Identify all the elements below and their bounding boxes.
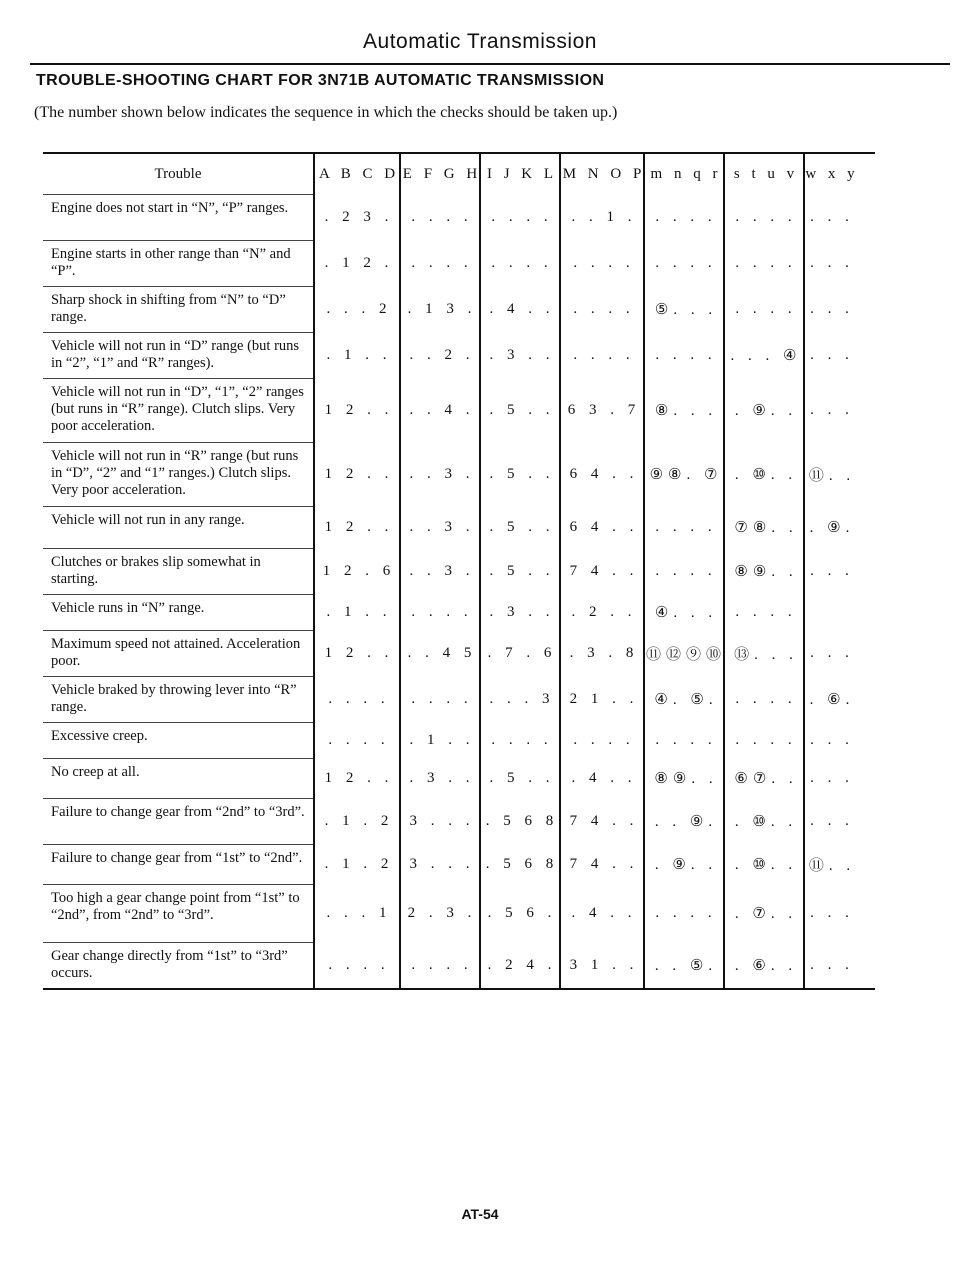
column-group-header: I J K L bbox=[479, 154, 559, 194]
check-sequence-cell: . . . bbox=[803, 798, 855, 844]
check-sequence-cell: . . . . bbox=[479, 194, 559, 240]
check-sequence-cell: . 3 . . bbox=[479, 332, 559, 378]
table-row bbox=[43, 884, 875, 942]
check-sequence-cell: . 5 . . bbox=[479, 442, 559, 506]
check-sequence-cell: . . . . bbox=[559, 240, 643, 286]
table-row bbox=[43, 240, 875, 286]
check-sequence-cell: . 5 . . bbox=[479, 758, 559, 798]
trouble-column-header: Trouble bbox=[154, 166, 202, 182]
check-sequence-cell: ⑥⑦. . bbox=[723, 758, 803, 798]
check-sequence-cell: . . . . bbox=[399, 240, 479, 286]
trouble-description: Gear change directly from “1st” to “3rd” occurs. bbox=[51, 948, 288, 981]
check-sequence-cell: . 2 4 . bbox=[479, 942, 559, 988]
table-row bbox=[43, 630, 875, 676]
check-sequence-cell: . . . . bbox=[643, 332, 723, 378]
trouble-description: Too high a gear change point from “1st” to “2nd”, from “2nd” to “3rd”. bbox=[51, 890, 300, 923]
table-row bbox=[43, 194, 875, 240]
trouble-description: Maximum speed not attained. Acceleration poor. bbox=[51, 636, 301, 669]
check-sequence-cell: . 5 6 8 bbox=[479, 798, 559, 844]
check-sequence-cell: . . . bbox=[803, 378, 855, 442]
trouble-description: Engine starts in other range than “N” and “P”. bbox=[51, 246, 291, 279]
check-sequence-cell: . . . bbox=[803, 332, 855, 378]
column-group-header: m n q r bbox=[643, 154, 723, 194]
check-sequence-cell: . 1 2 . bbox=[313, 240, 399, 286]
page-number: AT-54 bbox=[461, 1206, 499, 1222]
table-row bbox=[43, 758, 875, 798]
check-sequence-cell: . . . . bbox=[643, 548, 723, 594]
check-sequence-cell: ⑧. . . bbox=[643, 378, 723, 442]
check-sequence-cell: . . . . bbox=[559, 722, 643, 758]
check-sequence-cell: . . . . bbox=[559, 332, 643, 378]
trouble-description: Vehicle will not run in “D”, “1”, “2” ranges (but runs in “R” range). Clutch slips. Very poor acceleration. bbox=[51, 384, 304, 434]
check-sequence-cell: . . 3 . bbox=[399, 506, 479, 548]
trouble-shooting-table bbox=[43, 152, 875, 990]
table-header-row bbox=[43, 154, 875, 194]
table-row bbox=[43, 442, 875, 506]
check-sequence-cell: . . . . bbox=[399, 676, 479, 722]
check-sequence-cell: . . 3 . bbox=[399, 548, 479, 594]
check-sequence-cell: . . . bbox=[803, 630, 855, 676]
table-row bbox=[43, 844, 875, 884]
check-sequence-cell: . 5 6 8 bbox=[479, 844, 559, 884]
check-sequence-cell: . . . . bbox=[643, 194, 723, 240]
check-sequence-cell: . . . . bbox=[479, 240, 559, 286]
chart-note: (The number shown below indicates the sequence in which the checks should be taken up.) bbox=[34, 104, 618, 121]
table-row bbox=[43, 506, 875, 548]
check-sequence-cell: . . . . bbox=[559, 286, 643, 332]
check-sequence-cell: . . . bbox=[803, 884, 855, 942]
check-sequence-cell: . 5 . . bbox=[479, 548, 559, 594]
check-sequence-cell: . ⑦. . bbox=[723, 884, 803, 942]
check-sequence-cell: . 1 . . bbox=[313, 594, 399, 630]
check-sequence-cell: . . ⑤. bbox=[643, 942, 723, 988]
check-sequence-cell: . 1 3 . bbox=[399, 286, 479, 332]
check-sequence-cell: 1 2 . . bbox=[313, 506, 399, 548]
check-sequence-cell: . 3 . 8 bbox=[559, 630, 643, 676]
table-row bbox=[43, 594, 875, 630]
check-sequence-cell: . . . . bbox=[313, 722, 399, 758]
check-sequence-cell: . . . . bbox=[313, 676, 399, 722]
check-sequence-cell: . . . bbox=[803, 286, 855, 332]
check-sequence-cell: . . . . bbox=[723, 722, 803, 758]
check-sequence-cell: . . . bbox=[803, 240, 855, 286]
check-sequence-cell: . 1 . . bbox=[399, 722, 479, 758]
chart-title: TROUBLE-SHOOTING CHART FOR 3N71B AUTOMATIC TRANSMISSION bbox=[36, 72, 605, 89]
check-sequence-cell: 1 2 . . bbox=[313, 630, 399, 676]
trouble-description: Failure to change gear from “2nd” to “3rd”. bbox=[51, 804, 305, 820]
check-sequence-cell: ⑧⑨. . bbox=[643, 758, 723, 798]
check-sequence-cell bbox=[803, 594, 855, 630]
check-sequence-cell: . . . ④ bbox=[723, 332, 803, 378]
check-sequence-cell: . 5 6 . bbox=[479, 884, 559, 942]
check-sequence-cell: . . . bbox=[803, 194, 855, 240]
check-sequence-cell: . 5 . . bbox=[479, 506, 559, 548]
check-sequence-cell: . 2 3 . bbox=[313, 194, 399, 240]
check-sequence-cell: ⑬. . . bbox=[723, 630, 803, 676]
check-sequence-cell: . 4 . . bbox=[559, 758, 643, 798]
check-sequence-cell: ④. ⑤. bbox=[643, 676, 723, 722]
check-sequence-cell: . . . . bbox=[723, 676, 803, 722]
check-sequence-cell: . . . . bbox=[399, 942, 479, 988]
table-row bbox=[43, 722, 875, 758]
check-sequence-cell: 3 . . . bbox=[399, 844, 479, 884]
table-row bbox=[43, 286, 875, 332]
check-sequence-cell: . . . . bbox=[643, 240, 723, 286]
check-sequence-cell: . ⑨. . bbox=[643, 844, 723, 884]
check-sequence-cell: . . . 2 bbox=[313, 286, 399, 332]
check-sequence-cell: . 5 . . bbox=[479, 378, 559, 442]
column-group-header: M N O P bbox=[559, 154, 643, 194]
check-sequence-cell: . . 1 . bbox=[559, 194, 643, 240]
check-sequence-cell: 1 2 . . bbox=[313, 442, 399, 506]
column-group-header: w x y bbox=[803, 154, 855, 194]
check-sequence-cell: . . . . bbox=[723, 194, 803, 240]
page-header: Automatic Transmission bbox=[363, 30, 597, 53]
check-sequence-cell: . ⑥. bbox=[803, 676, 855, 722]
check-sequence-cell: . 1 . 2 bbox=[313, 844, 399, 884]
check-sequence-cell: . . . . bbox=[313, 942, 399, 988]
check-sequence-cell: . . 4 . bbox=[399, 378, 479, 442]
check-sequence-cell: . . . bbox=[803, 722, 855, 758]
column-group-header: A B C D bbox=[313, 154, 399, 194]
check-sequence-cell: 1 2 . 6 bbox=[313, 548, 399, 594]
check-sequence-cell: . . . 3 bbox=[479, 676, 559, 722]
check-sequence-cell: . ⑩. . bbox=[723, 844, 803, 884]
check-sequence-cell: . . . 1 bbox=[313, 884, 399, 942]
trouble-description: Failure to change gear from “1st” to “2nd”. bbox=[51, 850, 303, 866]
check-sequence-cell: . . . . bbox=[643, 722, 723, 758]
table-row bbox=[43, 378, 875, 442]
check-sequence-cell: . . 2 . bbox=[399, 332, 479, 378]
check-sequence-cell: . ⑩. . bbox=[723, 798, 803, 844]
column-group-header: E F G H bbox=[399, 154, 479, 194]
check-sequence-cell: 7 4 . . bbox=[559, 798, 643, 844]
trouble-description: Vehicle will not run in any range. bbox=[51, 512, 245, 528]
column-group-header: s t u v bbox=[723, 154, 803, 194]
table-row bbox=[43, 942, 875, 988]
table-body bbox=[43, 194, 875, 988]
table-row bbox=[43, 798, 875, 844]
header-rule bbox=[30, 63, 950, 65]
check-sequence-cell: . . . . bbox=[723, 594, 803, 630]
check-sequence-cell: . ⑨. bbox=[803, 506, 855, 548]
table-row bbox=[43, 548, 875, 594]
check-sequence-cell: 7 4 . . bbox=[559, 844, 643, 884]
check-sequence-cell: . . . . bbox=[399, 194, 479, 240]
trouble-description: Engine does not start in “N”, “P” ranges. bbox=[51, 200, 289, 216]
check-sequence-cell: . 2 . . bbox=[559, 594, 643, 630]
check-sequence-cell: 2 1 . . bbox=[559, 676, 643, 722]
check-sequence-cell: 3 1 . . bbox=[559, 942, 643, 988]
check-sequence-cell: . 7 . 6 bbox=[479, 630, 559, 676]
check-sequence-cell: . . ⑨. bbox=[643, 798, 723, 844]
check-sequence-cell: ④. . . bbox=[643, 594, 723, 630]
check-sequence-cell: ⑤. . . bbox=[643, 286, 723, 332]
check-sequence-cell: 6 4 . . bbox=[559, 442, 643, 506]
trouble-description: Clutches or brakes slip somewhat in starting. bbox=[51, 554, 261, 587]
check-sequence-cell: . . 4 5 bbox=[399, 630, 479, 676]
trouble-description: Vehicle will not run in “D” range (but runs in “2”, “1” and “R” ranges). bbox=[51, 338, 300, 371]
check-sequence-cell: . ⑩. . bbox=[723, 442, 803, 506]
trouble-description: Vehicle runs in “N” range. bbox=[51, 600, 205, 616]
table-row bbox=[43, 676, 875, 722]
check-sequence-cell: 7 4 . . bbox=[559, 548, 643, 594]
check-sequence-cell: ⑪. . bbox=[803, 442, 855, 506]
check-sequence-cell: . . . bbox=[803, 548, 855, 594]
trouble-description: Excessive creep. bbox=[51, 728, 148, 744]
check-sequence-cell: . 1 . 2 bbox=[313, 798, 399, 844]
check-sequence-cell: 1 2 . . bbox=[313, 378, 399, 442]
check-sequence-cell: ⑪. . bbox=[803, 844, 855, 884]
check-sequence-cell: . . . . bbox=[643, 506, 723, 548]
check-sequence-cell: ⑪⑫⑨⑩ bbox=[643, 630, 723, 676]
check-sequence-cell: ⑨⑧. ⑦ bbox=[643, 442, 723, 506]
trouble-description: Vehicle will not run in “R” range (but runs in “D”, “2” and “1” ranges.) Clutch slips. Very poor acceleration. bbox=[51, 448, 299, 498]
check-sequence-cell: 1 2 . . bbox=[313, 758, 399, 798]
check-sequence-cell: . . . . bbox=[479, 722, 559, 758]
trouble-description: No creep at all. bbox=[51, 764, 140, 780]
check-sequence-cell: 2 . 3 . bbox=[399, 884, 479, 942]
table-row bbox=[43, 332, 875, 378]
check-sequence-cell: . . . . bbox=[643, 884, 723, 942]
check-sequence-cell: . . 3 . bbox=[399, 442, 479, 506]
check-sequence-cell: . . . bbox=[803, 758, 855, 798]
check-sequence-cell: . . . . bbox=[723, 286, 803, 332]
check-sequence-cell: . 1 . . bbox=[313, 332, 399, 378]
check-sequence-cell: . 3 . . bbox=[399, 758, 479, 798]
check-sequence-cell: . ⑨. . bbox=[723, 378, 803, 442]
trouble-description: Sharp shock in shifting from “N” to “D” range. bbox=[51, 292, 286, 325]
check-sequence-cell: . 4 . . bbox=[559, 884, 643, 942]
check-sequence-cell: . . . bbox=[803, 942, 855, 988]
check-sequence-cell: . 4 . . bbox=[479, 286, 559, 332]
check-sequence-cell: . 3 . . bbox=[479, 594, 559, 630]
check-sequence-cell: . . . . bbox=[399, 594, 479, 630]
check-sequence-cell: ⑧⑨. . bbox=[723, 548, 803, 594]
check-sequence-cell: 6 3 . 7 bbox=[559, 378, 643, 442]
check-sequence-cell: 3 . . . bbox=[399, 798, 479, 844]
check-sequence-cell: . ⑥. . bbox=[723, 942, 803, 988]
check-sequence-cell: . . . . bbox=[723, 240, 803, 286]
check-sequence-cell: ⑦⑧. . bbox=[723, 506, 803, 548]
check-sequence-cell: 6 4 . . bbox=[559, 506, 643, 548]
trouble-description: Vehicle braked by throwing lever into “R” range. bbox=[51, 682, 297, 715]
